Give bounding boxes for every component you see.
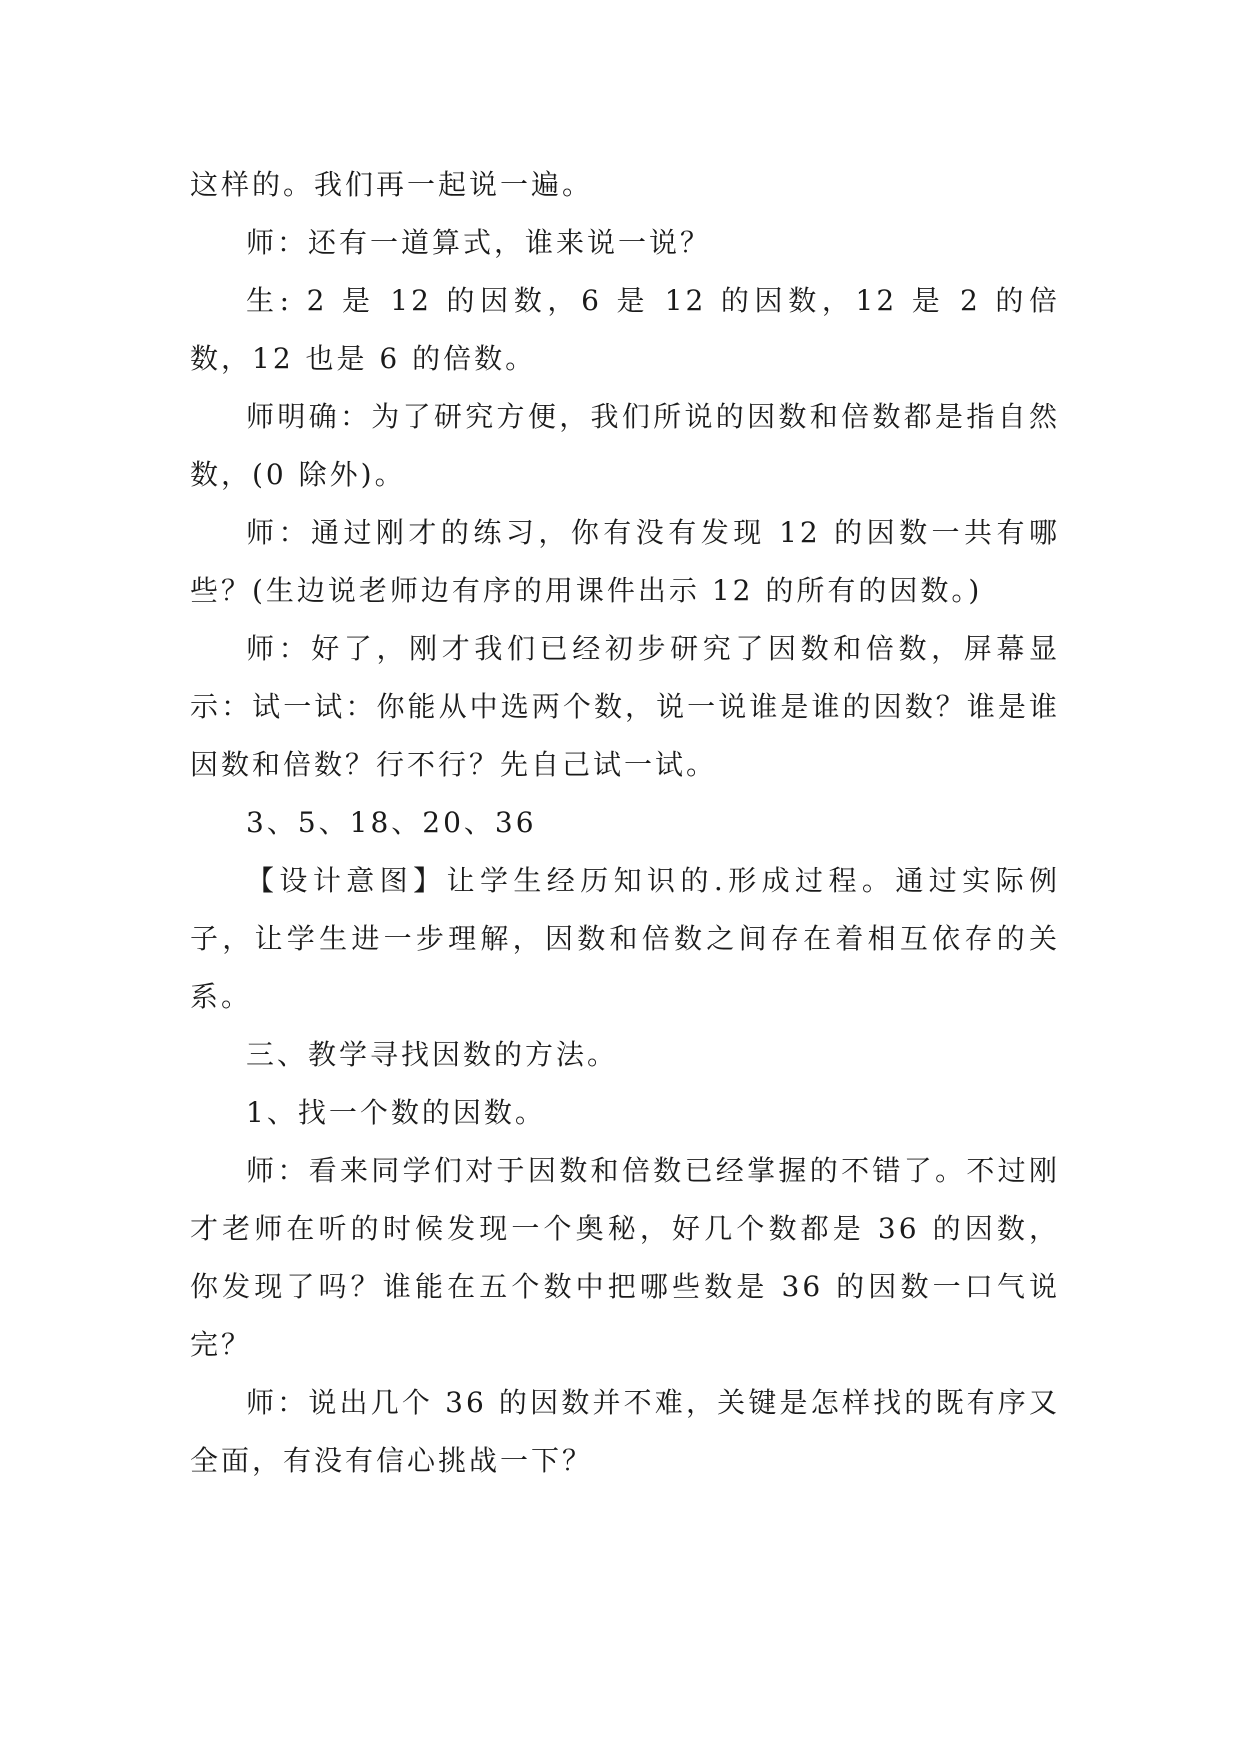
paragraph: 师：看来同学们对于因数和倍数已经掌握的不错了。不过刚才老师在听的时候发现一个奥秘，好几个数都是 36 的因数，你发现了吗？谁能在五个数中把哪些数是 36 的因数一口气说完？ [190, 1154, 1060, 1361]
paragraph: 师：说出几个 36 的因数并不难，关键是怎样找的既有序又全面，有没有信心挑战一下？ [190, 1386, 1060, 1477]
paragraph: 3、5、18、20、36 [246, 806, 537, 839]
paragraph: 师：通过刚才的练习，你有没有发现 12 的因数一共有哪些？(生边说老师边有序的用课件出示 12 的所有的因数。) [190, 516, 1060, 607]
subsection-heading: 1、找一个数的因数。 [246, 1096, 546, 1129]
paragraph: 师：好了，刚才我们已经初步研究了因数和倍数，屏幕显示：试一试：你能从中选两个数，说一说谁是谁的因数？谁是谁因数和倍数？行不行？先自己试一试。 [190, 632, 1060, 781]
paragraph: 这样的。我们再一起说一遍。 [190, 168, 594, 201]
document-page [190, 156, 1060, 1490]
paragraph: 生: 2 是 12 的因数，6 是 12 的因数，12 是 2 的倍数，12 也是 6 的倍数。 [190, 284, 1060, 375]
section-heading: 三、教学寻找因数的方法。 [246, 1038, 619, 1071]
paragraph: 师：还有一道算式，谁来说一说？ [246, 226, 712, 259]
paragraph: 【设计意图】让学生经历知识的.形成过程。通过实际例子，让学生进一步理解，因数和倍数之间存在着相互依存的关系。 [190, 864, 1060, 1013]
paragraph: 师明确：为了研究方便，我们所说的因数和倍数都是指自然数，(0 除外)。 [190, 400, 1060, 491]
